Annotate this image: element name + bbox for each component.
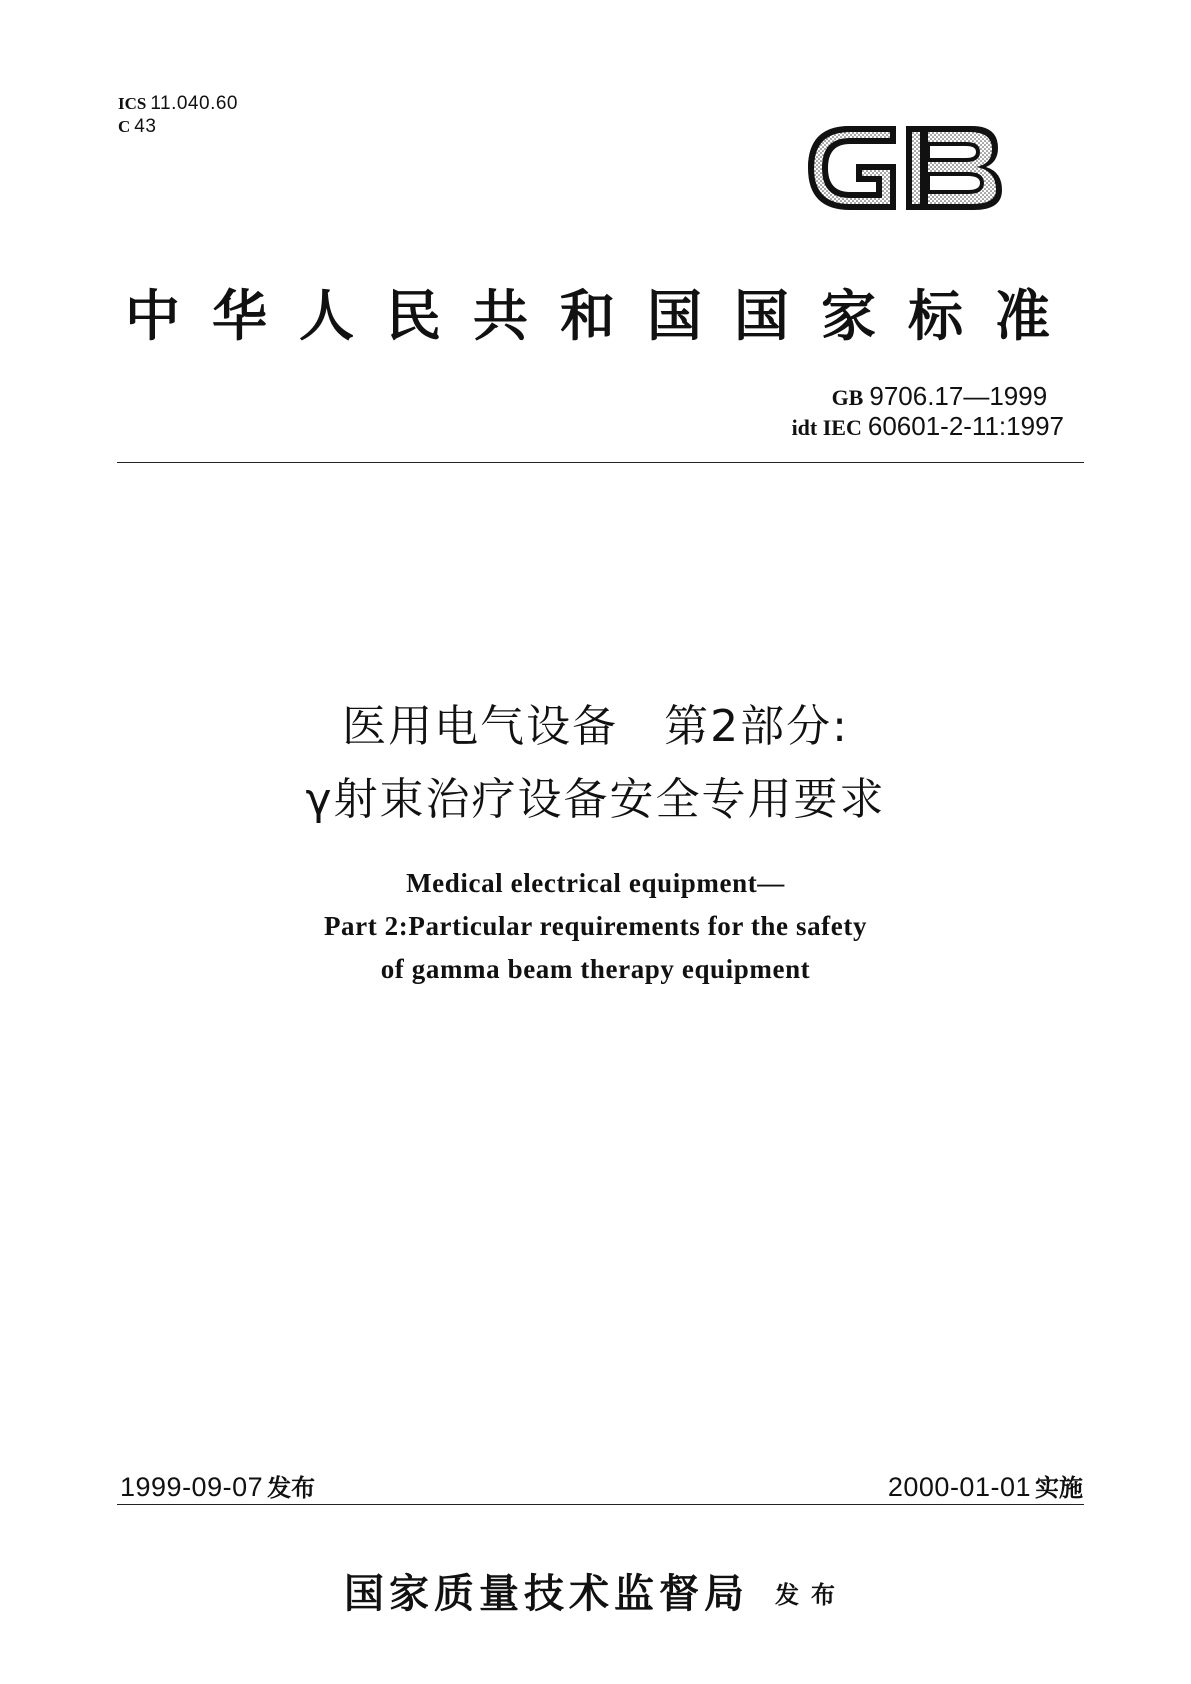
gb-logo-g bbox=[808, 126, 896, 210]
issuer-block bbox=[0, 1562, 1191, 1619]
effective-date: 2000-01-01 bbox=[887, 1472, 1031, 1502]
national-standard-heading: 中华人民共和国国家标准 bbox=[124, 283, 1082, 348]
ccs-value: 43 bbox=[134, 116, 157, 137]
gb-number-line bbox=[792, 382, 1064, 412]
title-en-line2: Part 2:Particular requirements for the safety bbox=[323, 911, 868, 941]
ccs-label: C bbox=[118, 117, 131, 136]
idt-label: idt IEC bbox=[791, 415, 862, 440]
gb-label: GB bbox=[831, 385, 864, 410]
ccs-line bbox=[118, 115, 238, 138]
title-cn-line2: γ射束治疗设备安全专用要求 bbox=[305, 774, 886, 825]
ics-value: 11.040.60 bbox=[150, 93, 238, 114]
footer-divider bbox=[117, 1504, 1084, 1505]
gb-number: 9706.17—1999 bbox=[869, 381, 1048, 411]
ics-line bbox=[118, 92, 238, 115]
issue-date: 1999-09-07 bbox=[120, 1472, 264, 1502]
effective-word: 实施 bbox=[1035, 1474, 1083, 1502]
issuer-action: 发布 bbox=[775, 1581, 847, 1609]
standard-numbers bbox=[792, 382, 1064, 442]
issue-date-block bbox=[120, 1468, 315, 1503]
header-divider bbox=[117, 462, 1084, 463]
gb-logo-graphic bbox=[800, 112, 1008, 224]
issue-word: 发布 bbox=[267, 1474, 316, 1502]
idt-number: 60601-2-11:1997 bbox=[867, 411, 1064, 441]
idt-number-line bbox=[792, 412, 1064, 442]
classification-block bbox=[118, 92, 238, 138]
issuer-name: 国家质量技术监督局 bbox=[344, 1570, 749, 1617]
title-cn-line1: 医用电气设备 第2部分: bbox=[342, 701, 849, 752]
title-en-line3: of gamma beam therapy equipment bbox=[380, 954, 811, 984]
gb-logo-b bbox=[906, 126, 1002, 210]
effective-date-block bbox=[888, 1468, 1083, 1503]
gb-logo bbox=[800, 112, 1008, 224]
title-en-line1: Medical electrical equipment— bbox=[406, 868, 785, 898]
ics-label: ICS bbox=[118, 94, 147, 113]
